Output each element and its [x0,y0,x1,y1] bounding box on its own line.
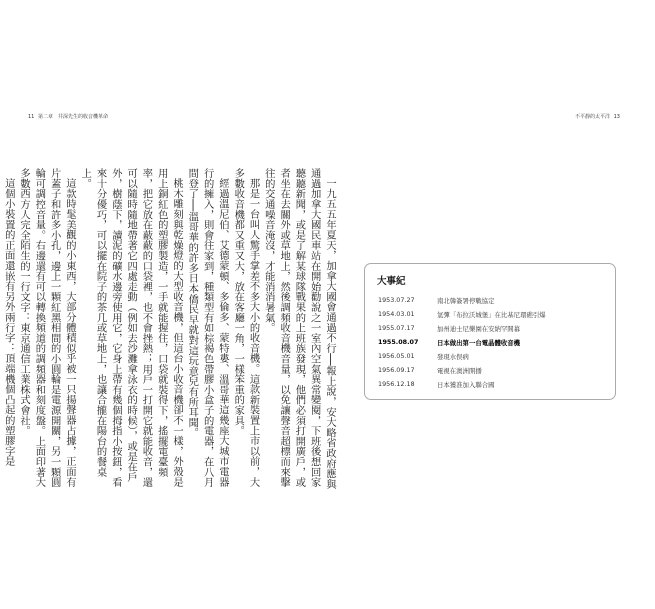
timeline-row-highlighted [378,335,608,349]
paragraph: 桃木雕刻與乾燥燈的大型收音機，但這台小收音機卻不一樣，外殼是用上銅紅色的塑膠製造，一手就能握住，口袋就裝得下，搖擺電臺頻率，把它放在蔽蔽的口袋裡，也不會挫熱；用戶一打開它就能收音，還可以隨時隨地帶著它四處走動（例如去沙灘拿泳衣的時候），或是在戶外，樹蔭下，讀泥的礦水邊旁使用它，它身上帶有幾個拇指小按鈕，看來十分優巧，可以擺在院子的茶几或草地上，也讓合攏在陽台的餐桌上。 [79,168,184,488]
event-date: 1953.07.27 [378,296,415,304]
left-page-header [26,113,108,120]
event-date: 1955.08.07 [378,338,419,346]
right-page-header [575,113,622,120]
event-text: 南北韓簽署停戰協定 [437,296,495,305]
event-text: 氫彈「布拉沃城堡」在比基尼環礁引爆 [437,310,546,319]
event-text: 日本做出第一台電晶體收音機 [437,338,521,347]
paragraph: 那是一台叫人驚手掌差不多大小的收音機。這款新裝置上市以前，大多數收音機都又重又大，放在客廳一角，一樣笨重的家具。 [232,168,260,488]
paragraph: 經過溫尼伯、艾德蒙頓、多倫多、蒙特婁、溫哥華這幾座大城市電器行的擁入，則會往家到，種類型有如棕褐色帶膠小盒子的電器，在八月間登了──溫哥華的許多日本僑民早就對這玩意兒有所耳聞。 [186,168,229,488]
timeline-sidebar [364,263,616,400]
sidebar-title: 大事紀 [377,276,406,287]
timeline-list [378,293,608,391]
event-text: 加州迪士尼樂園在安納罕開幕 [437,324,521,333]
timeline-row [378,363,608,377]
body-text [2,168,337,495]
timeline-row [378,377,608,391]
event-text: 日本獲准加入聯合國 [437,380,495,389]
paragraph: 這個小裝置的正面還嵌有另外兩行字：頂端機個凸起的塑膠字是 [2,178,15,467]
timeline-row [378,307,608,321]
left-page-number: 11 [28,114,35,120]
event-text: 電視在澳洲開播 [437,366,482,375]
event-date: 1954.03.01 [378,310,415,318]
running-title: 不平靜的太平洋 [575,114,611,120]
chapter-title: 第二章 井深先生的收音機革命 [37,114,108,120]
event-text: 發現水俣病 [437,352,469,361]
event-date: 1955.07.17 [378,324,415,332]
event-date: 1956.12.18 [378,380,415,388]
timeline-row [378,321,608,335]
event-date: 1956.09.17 [378,366,415,374]
paragraph: 這款時髦美觀的小東西，大部分體積似乎被一只揚聲器占據，正面有片蓋子和許多小孔，邊上一顆紅黑相間的小圓輪是電源開關，另一顆圓輪可調控音量。右邊還有可以轉換頻道的調頻器和刻度盤。上面印著大多數西方人完全陌生的一行文字：東京通信工業株式會社。 [18,168,76,488]
right-page-number: 13 [613,114,620,120]
timeline-row [378,293,608,307]
timeline-row [378,349,608,363]
paragraph: 一九五五年夏天，加拿大國會通過不行──報上說，安大略省政府應與通過加拿大國民車站在開始勸說之一室內空氣異常變閱，下班後想回家聽聽新聞，或是了解某球隊戰果的上班族發現，他們必須打開廣戶，或者坐在去關外或草地上，然後調頻收音機音量，以免讓聲音超標而來擊往的交通噪音淹沒，才能消消暑氣。 [262,168,336,490]
event-date: 1956.05.01 [378,352,415,360]
